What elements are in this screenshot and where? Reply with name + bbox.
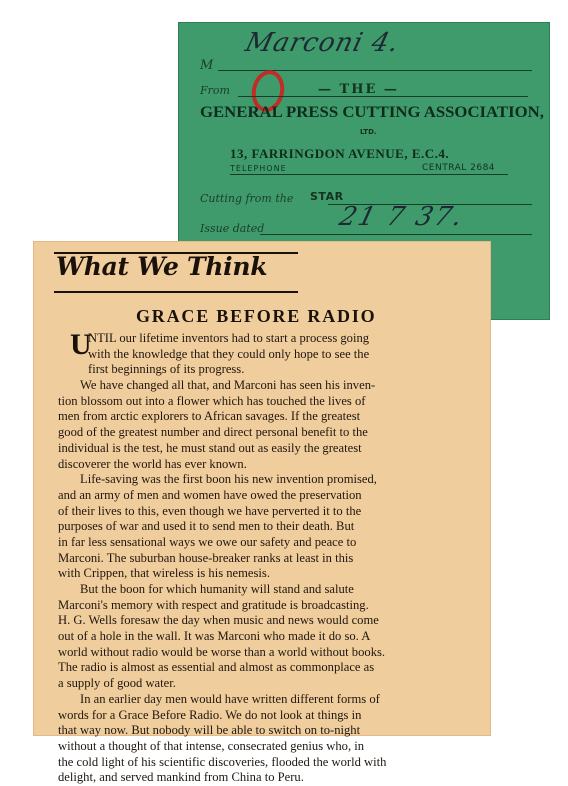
article-line: The radio is almost as essential and almost as commonplace as — [58, 660, 375, 675]
label-cutting-key: Cutting from the — [200, 192, 294, 205]
column-heading: What We Think — [56, 252, 268, 281]
article-line: Marconi's memory with respect and gratitude is broadcasting. — [58, 597, 369, 612]
article-line: delight, and served mankind from China to Peru. — [58, 770, 304, 785]
drop-cap: U — [70, 328, 92, 361]
article-line: without a thought of that intense, consecrated genius who, in — [58, 738, 365, 753]
article-line: Marconi. The suburban house-breaker ranks at least in this — [58, 550, 354, 565]
article-line: men from arctic explorers to African savages. If the greatest — [58, 409, 361, 424]
article-line: first beginnings of its progress. — [88, 362, 245, 377]
label-address: 13, FARRINGDON AVENUE, E.C.4. — [230, 146, 450, 161]
label-telephone-rule — [230, 174, 508, 175]
article-line: NTIL our lifetime inventors had to start a process going — [88, 331, 370, 345]
label-issue-handwritten: 21 7 37. — [336, 202, 468, 232]
article-line: words for a Grace Before Radio. We do not look at things in — [58, 707, 362, 722]
label-telephone-key: TELEPHONE — [230, 164, 287, 173]
newspaper-clipping — [34, 242, 490, 785]
label-ltd: LTD. — [360, 128, 377, 136]
article-line: purposes of war and used it to send men to their death. But — [58, 519, 355, 534]
article-line: out of a hole in the wall. It was Marconi who made it do so. A — [58, 629, 371, 644]
article-line: But the boon for which humanity will stand and salute — [80, 582, 354, 596]
article-line: that way now. But nobody will be able to switch on to-night — [58, 723, 361, 738]
heading-bottom-rule — [54, 291, 298, 293]
article-line: a supply of good water. — [58, 676, 176, 691]
article-body — [58, 331, 484, 786]
article-line: individual is the test, he must stand out as easily the greatest — [58, 440, 362, 455]
label-telephone-value: CENTRAL 2684 — [422, 163, 496, 173]
label-issue-key: Issue dated — [200, 222, 265, 235]
article-line: good of the greatest number and direct personal benefit to the — [58, 425, 368, 440]
article-line: with Crippen, that wireless is his nemesis. — [58, 566, 270, 581]
article-line: the cold light of his scientific discoveries, flooded the world with — [58, 754, 387, 769]
label-m-key: M — [200, 58, 214, 73]
article-line: with the knowledge that they could only hope to see the — [88, 346, 370, 361]
label-from-line — [238, 96, 528, 97]
article-line: We have changed all that, and Marconi has seen his inven- — [80, 378, 376, 393]
article-line: Life-saving was the first boon his new invention promised, — [80, 472, 377, 487]
article-line: and an army of men and women have owed the preservation — [58, 487, 362, 502]
article-line: discoverer the world has ever known. — [58, 456, 247, 471]
article-line: of their lives to this, even though we have perverted it to the — [58, 503, 362, 518]
label-the: — THE — — [318, 82, 399, 97]
label-from-key: From — [200, 84, 230, 97]
article-line: world without radio would be worse than a world without books. — [58, 644, 386, 659]
label-m-handwritten: Marconi 4. — [242, 28, 403, 58]
article-line: H. G. Wells foresaw the day when music and news would come — [58, 613, 379, 628]
article-title: GRACE BEFORE RADIO — [136, 306, 377, 326]
label-issue-line — [260, 234, 532, 235]
label-association-name: GENERAL PRESS CUTTING ASSOCIATION, — [200, 104, 544, 121]
article-line: in far less sensational ways we owe our safety and peace to — [58, 534, 357, 549]
label-cutting-value: STAR — [310, 190, 344, 203]
article-line: In an earlier day men would have written different forms of — [80, 691, 380, 706]
article-line: tion blossom out into a flower which has touched the lives of — [58, 393, 366, 408]
